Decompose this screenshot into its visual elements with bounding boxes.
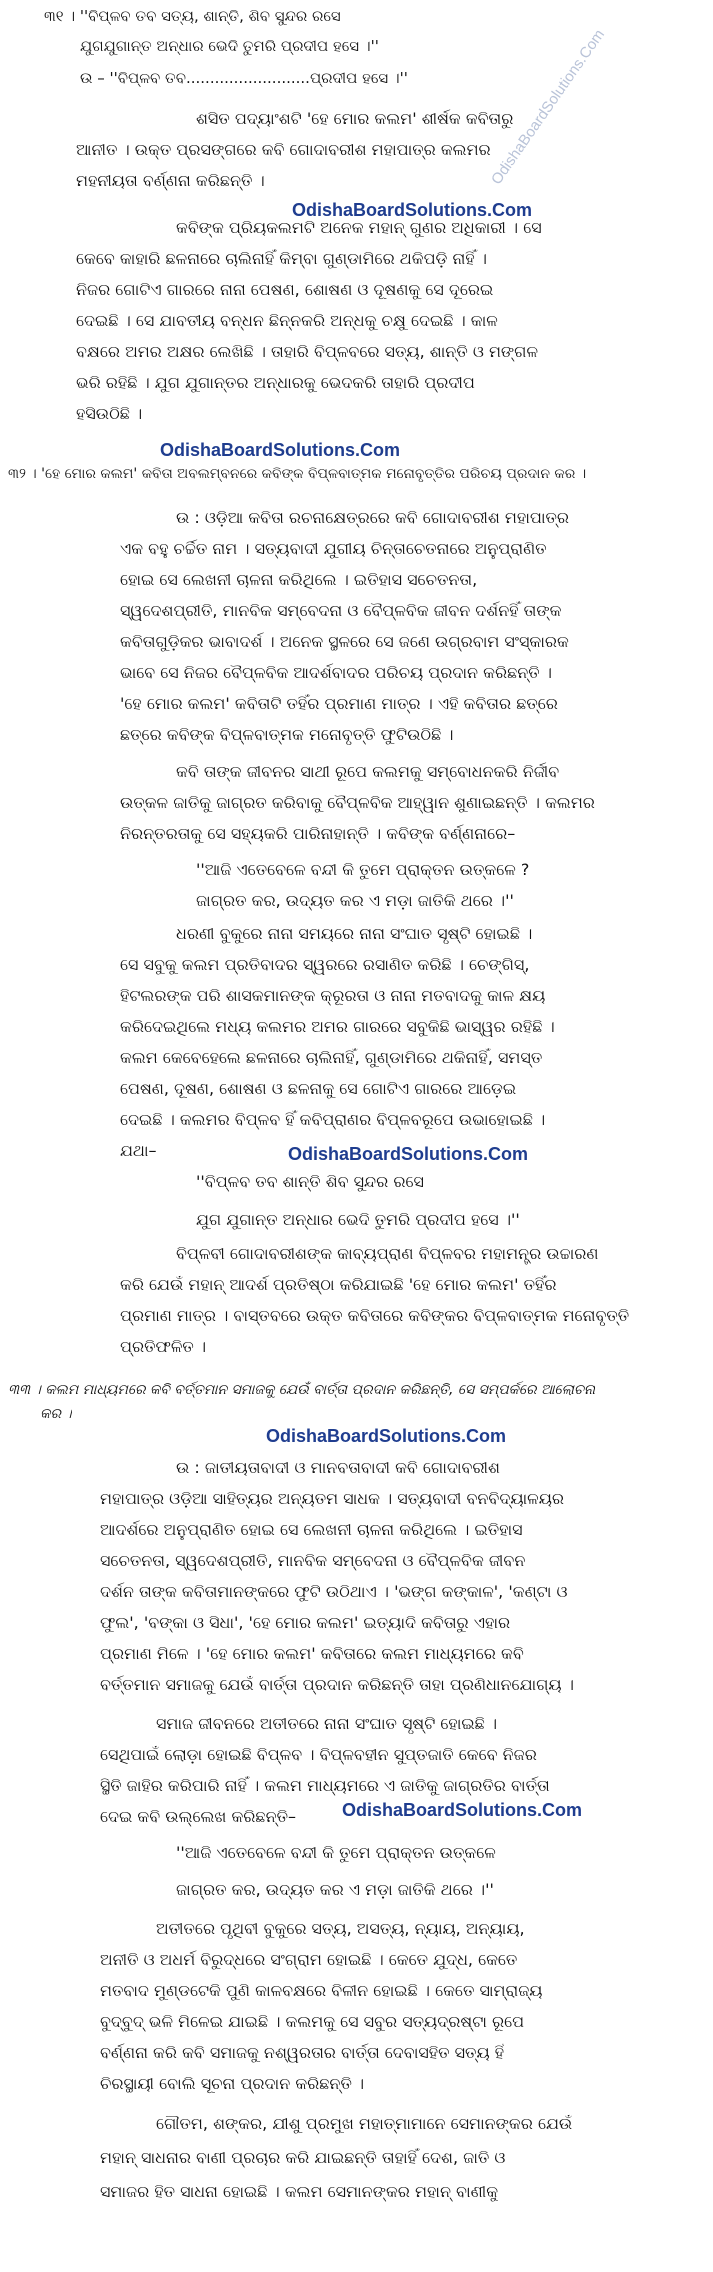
q31-line-1: ୩୧ । ''ବିପ୍ଳବ ତବ ସତ୍ୟ, ଶାନ୍ତି, ଶିବ ସୁନ୍ଦର ରସେ [44, 7, 341, 25]
q33-answer-line: ସ୍ଥିତି ଜାହିର କରିପାରି ନାହିଁ । କଲମ ମାଧ୍ୟମରେ ଏ ଜାତିକୁ ଜାଗ୍ରତିର ବାର୍ତ୍ତା [100, 1776, 550, 1795]
q33-answer-line: ବୁଦ୍‌ବୁଦ୍ ଭଳି ମିଳେଇ ଯାଇଛି । କଲମକୁ ସେ ସବୁର ସତ୍ୟଦ୍ରଷ୍ଟା ରୂପେ [100, 2012, 525, 2031]
q32-answer-line: ନିରନ୍ତରତାକୁ ସେ ସହ୍ୟକରି ପାରିନାହାନ୍ତି । କବିଙ୍କ ବର୍ଣ୍ଣନାରେ– [120, 824, 516, 843]
q33-answer-line: ଗୌତମ, ଶଙ୍କର, ଯୀଶୁ ପ୍ରମୁଖ ମହାତ୍ମାମାନେ ସେମାନଙ୍କର ଯେଉଁ [156, 2114, 573, 2133]
q31-line-2: ଯୁଗଯୁଗାନ୍ତ ଅନ୍ଧାର ଭେଦି ତୁମରି ପ୍ରଦୀପ ହସେ ।'' [80, 37, 379, 55]
q31-answer-line: ମହନୀୟତା ବର୍ଣ୍ଣନା କରିଛନ୍ତି । [76, 171, 265, 190]
q33-answer-line: ସମାଜର ହିତ ସାଧନା ହୋଇଛି । କଲମ ସେମାନଙ୍କର ମହାନ୍ ବାଣୀକୁ [100, 2182, 499, 2201]
q32-answer-line: ଯଥା– [120, 1141, 157, 1160]
q31-answer-line: ନିଜର ଗୋଟିଏ ଗାରରେ ନାନା ପେଷଣ, ଶୋଷଣ ଓ ଦୂଷଣକୁ ସେ ଦୂରେଇ [76, 280, 494, 299]
q32-answer-line: କଲମ କେବେହେଲେ ଛଳନାରେ ଚାଲିନାହିଁ, ଗୁଣ୍ଡାମିରେ ଥକିନାହିଁ, ସମସ୍ତ [120, 1048, 543, 1067]
q32-answer-line: ଦେଇଛି । କଲମର ବିପ୍ଳବ ହିଁ କବିପ୍ରାଣର ବିପ୍ଳବରୂପେ ଉଭାହୋଇଛି । [120, 1110, 546, 1129]
site-watermark: OdishaBoardSolutions.Com [342, 1800, 583, 1820]
q33-answer-line: ମତବାଦ ମୁଣ୍ଡଟେକି ପୁଣି କାଳବକ୍ଷରେ ବିଳୀନ ହୋଇଛି । କେତେ ସାମ୍ରାଜ୍ୟ [100, 1981, 543, 2000]
q32-answer-line: ସ୍ୱଦେଶପ୍ରୀତି, ମାନବିକ ସମ୍ବେଦନା ଓ ବୈପ୍ଳବିକ ଜୀବନ ଦର୍ଶନହିଁ ତାଙ୍କ [120, 601, 562, 620]
q33-answer-line: ମହାପାତ୍ର ଓଡ଼ିଆ ସାହିତ୍ୟର ଅନ୍ୟତମ ସାଧକ । ସତ୍ୟବାଦୀ ବନବିଦ୍ୟାଳୟର [100, 1489, 565, 1508]
q33-answer-line: ଜାଗ୍ରତ କର, ଉଦ୍ୟତ କର ଏ ମଡ଼ା ଜାତିକି ଥରେ ।'' [176, 1880, 494, 1899]
q32-answer-line: ଯୁଗ ଯୁଗାନ୍ତ ଅନ୍ଧାର ଭେଦି ତୁମରି ପ୍ରଦୀପ ହସେ ।'' [196, 1210, 520, 1229]
q33-answer-line: ଦେଇ କବି ଉଲ୍ଲେଖ କରିଛନ୍ତି– [100, 1807, 297, 1826]
q32-answer-line: କବିତାଗୁଡ଼ିକର ଭାବାଦର୍ଶ । ଅନେକ ସ୍ଥଳରେ ସେ ଜଣେ ଉଗ୍ରବାମ ସଂସ୍କାରକ [120, 632, 569, 651]
q32-answer-line: ''ବିପ୍ଳବ ତବ ଶାନ୍ତି ଶିବ ସୁନ୍ଦର ରସେ [196, 1172, 424, 1191]
site-watermark: OdishaBoardSolutions.Com [292, 200, 533, 220]
q32-answer-line: କରି ଯେଉଁ ମହାନ୍ ଆଦର୍ଶ ପ୍ରତିଷ୍ଠା କରିଯାଇଛି 'ହେ ମୋର କଲମ' ତହିଁର [120, 1275, 557, 1294]
q31-answer-line: ବକ୍ଷରେ ଅମର ଅକ୍ଷର ଲେଖିଛି । ତାହାରି ବିପ୍ଳବରେ ସତ୍ୟ, ଶାନ୍ତି ଓ ମଙ୍ଗଳ [76, 342, 538, 361]
q32-answer-line: ଧରଣୀ ବୁକୁରେ ନାନା ସମୟରେ ନାନା ସଂଘାତ ସୃଷ୍ଟି ହୋଇଛି । [176, 924, 533, 943]
q33-answer-line: ସମାଜ ଜୀବନରେ ଅତୀତରେ ନାନା ସଂଘାତ ସୃଷ୍ଟି ହୋଇଛି । [156, 1714, 498, 1733]
q32-answer-line: ସେ ସବୁକୁ କଲମ ପ୍ରତିବାଦର ସ୍ୱରରେ ରସାଣିତ କରିଛି । ଚେଙ୍ଗିସ୍, [120, 955, 530, 974]
q33-answer-line: ବର୍ତ୍ତମାନ ସମାଜକୁ ଯେଉଁ ବାର୍ତ୍ତା ପ୍ରଦାନ କରିଛନ୍ତି ତାହା ପ୍ରଣିଧାନଯୋଗ୍ୟ । [100, 1675, 574, 1694]
q32-answer-line: ''ଆଜି ଏତେବେଳେ ବନ୍ଦୀ କି ତୁମେ ପ୍ରାକ୍ତନ ଉତ୍କଳେ ? [196, 860, 530, 879]
q33-answer-line: ସଚେତନତା, ସ୍ୱଦେଶପ୍ରୀତି, ମାନବିକ ସମ୍ବେଦନା ଓ ବୈପ୍ଳବିକ ଜୀବନ [100, 1551, 526, 1570]
q33-answer-line: ଉ : ଜାତୀୟତାବାଦୀ ଓ ମାନବତାବାଦୀ କବି ଗୋଦାବରୀଶ [176, 1458, 500, 1477]
q33-answer-line: ଅତୀତରେ ପୃଥିବୀ ବୁକୁରେ ସତ୍ୟ, ଅସତ୍ୟ, ନ୍ୟାୟ, ଅନ୍ୟାୟ, [156, 1919, 525, 1938]
q33-answer-line: ବର୍ଣ୍ଣନା କରି କବି ସମାଜକୁ ନଶ୍ୱରତାର ବାର୍ତ୍ତା ଦେବାସହିତ ସତ୍ୟ ହିଁ [100, 2043, 505, 2062]
q31-answer-line: କବିଙ୍କ ପ୍ରିୟକଲମଟି ଅନେକ ମହାନ୍ ଗୁଣର ଅଧିକାରୀ । ସେ [176, 218, 542, 237]
q31-answer-line: ଆନୀତ । ଉକ୍ତ ପ୍ରସଙ୍ଗରେ କବି ଗୋଦାବରୀଶ ମହାପାତ୍ର କଲମର [76, 140, 491, 159]
q33-question-line: କର । [40, 1406, 72, 1422]
q33-answer-line: ''ଆଜି ଏତେବେଳେ ବନ୍ଦୀ କି ତୁମେ ପ୍ରାକ୍ତନ ଉତ୍କଳେ [176, 1843, 496, 1862]
q32-answer-line: ଉତ୍କଳ ଜାତିକୁ ଜାଗ୍ରତ କରିବାକୁ ବୈପ୍ଳବିକ ଆହ୍ୱାନ ଶୁଣାଇଛନ୍ତି । କଲମର [120, 793, 595, 812]
q32-answer-line: ଉ : ଓଡ଼ିଆ କବିତା ରଚନାକ୍ଷେତ୍ରରେ କବି ଗୋଦାବରୀଶ ମହାପାତ୍ର [176, 508, 570, 527]
q32-answer-line: ପ୍ରତିଫଳିତ । [120, 1337, 207, 1356]
q33-answer-line: ଫୁଲ', 'ବଙ୍କା ଓ ସିଧା', 'ହେ ମୋର କଲମ' ଇତ୍ୟାଦି କବିତାରୁ ଏହାର [100, 1613, 511, 1632]
q33-answer-line: ମହାନ୍ ସାଧନାର ବାଣୀ ପ୍ରଚାର କରି ଯାଇଛନ୍ତି ତାହାହିଁ ଦେଶ, ଜାତି ଓ [100, 2148, 506, 2167]
q32-answer-line: ଭାବେ ସେ ନିଜର ବୈପ୍ଳବିକ ଆଦର୍ଶବାଦର ପରିଚୟ ପ୍ରଦାନ କରିଛନ୍ତି । [120, 663, 552, 682]
q32-answer-line: କରିଦେଇଥିଲେ ମଧ୍ୟ କଲମର ଅମର ଗାରରେ ସବୁକିଛି ଭାସ୍ୱର ରହିଛି । [120, 1017, 555, 1036]
q33-answer-line: ଚିରସ୍ଥାୟୀ ବୋଲି ସୂଚନା ପ୍ରଦାନ କରିଛନ୍ତି । [100, 2074, 365, 2093]
q32-answer-line: ପେଷଣ, ଦୂଷଣ, ଶୋଷଣ ଓ ଛଳନାକୁ ସେ ଗୋଟିଏ ଗାରରେ ଆଡ଼େଇ [120, 1079, 517, 1098]
q32-answer-line: ଛତ୍ରେ କବିଙ୍କ ବିପ୍ଳବାତ୍ମକ ମନୋବୃତ୍ତି ଫୁଟିଉଠିଛି । [120, 725, 454, 744]
q32-answer-line: ପ୍ରମାଣ ମାତ୍ର । ବାସ୍ତବରେ ଉକ୍ତ କବିତାରେ କବିଙ୍କର ବିପ୍ଳବାତ୍ମକ ମନୋବୃତ୍ତି [120, 1306, 630, 1325]
q31-answer-line: କେବେ କାହାରି ଛଳନାରେ ଚାଲିନାହିଁ କିମ୍ବା ଗୁଣ୍ଡାମିରେ ଥକିପଡ଼ି ନାହିଁ । [76, 249, 487, 268]
q33-answer-line: ଅନୀତି ଓ ଅଧର୍ମ ବିରୁଦ୍ଧରେ ସଂଗ୍ରାମ ହୋଇଛି । କେତେ ଯୁଦ୍ଧ, କେତେ [100, 1950, 518, 1969]
q33-answer-line: ସେଥିପାଇଁ ଲୋଡ଼ା ହୋଇଛି ବିପ୍ଳବ । ବିପ୍ଳବହୀନ ସୁପ୍ତଜାତି କେବେ ନିଜର [100, 1745, 537, 1764]
q33-answer-line: ଆଦର୍ଶରେ ଅନୁପ୍ରାଣିତ ହୋଇ ସେ ଲେଖନୀ ଚାଳନା କରିଥିଲେ । ଇତିହାସ [100, 1520, 523, 1539]
q32-answer-line: ଜାଗ୍ରତ କର, ଉଦ୍ୟତ କର ଏ ମଡ଼ା ଜାତିକି ଥରେ ।'' [196, 891, 514, 910]
site-watermark: OdishaBoardSolutions.Com [288, 1144, 529, 1164]
q31-line-3: ଉ – ''ବିପ୍ଳବ ତବ..........................ପ୍ରଦୀପ ହସେ ।'' [80, 69, 408, 87]
q31-answer-line: ଦେଇଛି । ସେ ଯାବତୀୟ ବନ୍ଧନ ଛିନ୍ନକରି ଅନ୍ଧକୁ ଚକ୍ଷୁ ଦେଇଛି । କାଳ [76, 311, 498, 330]
q32-answer-line: ହିଟଲରଙ୍କ ପରି ଶାସକମାନଙ୍କ କ୍ରୂରତା ଓ ନାନା ମତବାଦକୁ କାଳ କ୍ଷୟ [120, 986, 546, 1005]
q33-answer-line: ପ୍ରମାଣ ମିଳେ । 'ହେ ମୋର କଲମ' କବିତାରେ କଲମ ମାଧ୍ୟମରେ କବି [100, 1644, 524, 1663]
q31-answer-line: ଭରି ରହିଛି । ଯୁଗ ଯୁଗାନ୍ତର ଅନ୍ଧାରକୁ ଭେଦକରି ତାହାରି ପ୍ରଦୀପ [76, 373, 475, 392]
q32-answer-line: ହୋଇ ସେ ଲେଖନୀ ଚାଳନା କରିଥିଲେ । ଇତିହାସ ସଚେତନତା, [120, 570, 478, 589]
q32-answer-line: ବିପ୍ଳବୀ ଗୋଦାବରୀଶଙ୍କ କାବ୍ୟପ୍ରାଣ ବିପ୍ଳବର ମହାମନ୍ତ୍ର ଉଚ୍ଚାରଣ [176, 1244, 599, 1263]
q32-answer-line: କବି ତାଙ୍କ ଜୀବନର ସାଥୀ ରୂପେ କଲମକୁ ସମ୍ବୋଧନକରି ନିର୍ଜୀବ [176, 762, 560, 781]
q32-question: ୩୨ । 'ହେ ମୋର କଲମ' କବିତା ଅବଲମ୍ବନରେ କବିଙ୍କ ବିପ୍ଳବାତ୍ମକ ମନୋବୃତ୍ତିର ପରିଚୟ ପ୍ରଦାନ କର । [8, 466, 587, 482]
diagonal-watermark: OdishaBoardSolutions.Com [488, 26, 609, 188]
q33-question-line: ୩୩ । କଲମ ମାଧ୍ୟମରେ କବି ବର୍ତ୍ତମାନ ସମାଜକୁ ଯେଉଁ ବାର୍ତ୍ତା ପ୍ରଦାନ କରିଛନ୍ତି, ସେ ସମ୍ପର୍କରେ ଆଲୋଚନା [8, 1382, 596, 1398]
q31-answer-line: ଶସିତ ପଦ୍ୟାଂଶଟି 'ହେ ମୋର କଲମ' ଶୀର୍ଷକ କବିତାରୁ [196, 109, 514, 128]
q31-answer-line: ହସିଉଠିଛି । [76, 404, 143, 423]
site-watermark: OdishaBoardSolutions.Com [266, 1426, 507, 1446]
q32-answer-line: 'ହେ ମୋର କଲମ' କବିତାଟି ତହିଁର ପ୍ରମାଣ ମାତ୍ର । ଏହି କବିତାର ଛତ୍ରେ [120, 694, 558, 713]
q32-answer-line: ଏକ ବହୁ ଚର୍ଚ୍ଚିତ ନାମ । ସତ୍ୟବାଦୀ ଯୁଗୀୟ ଚିନ୍ତାଚେତନାରେ ଅନୁପ୍ରାଣିତ [120, 539, 547, 558]
site-watermark: OdishaBoardSolutions.Com [160, 440, 401, 460]
q33-answer-line: ଦର୍ଶନ ତାଙ୍କ କବିତାମାନଙ୍କରେ ଫୁଟି ଉଠିଥାଏ । 'ଭଙ୍ଗ କଙ୍କାଳ', 'କଣ୍ଟା ଓ [100, 1582, 568, 1601]
